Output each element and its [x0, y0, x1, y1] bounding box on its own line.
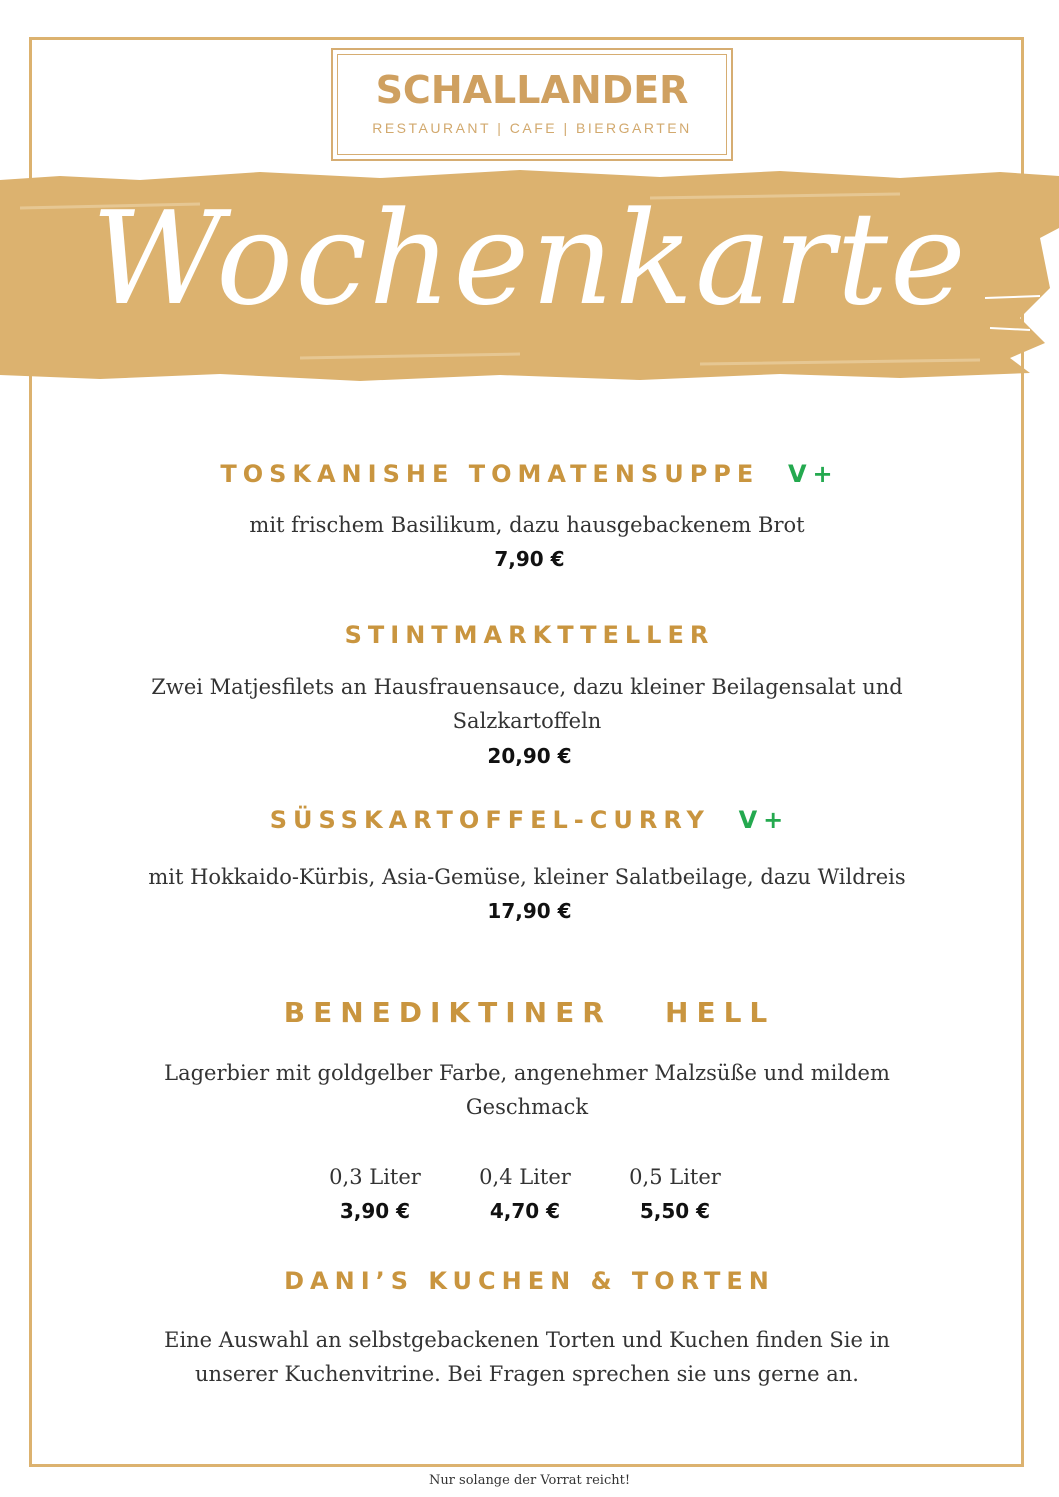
dish-description: mit frischem Basilikum, dazu hausgebackenem Brot [249, 513, 805, 537]
dish-price: 20,90 € [487, 744, 572, 768]
beer-size-04 [450, 1160, 600, 1228]
beer-size-05 [600, 1160, 750, 1228]
description-line: Eine Auswahl an selbstgebackenen Torten und Kuchen finden Sie in [164, 1328, 890, 1352]
size-label: 0,5 Liter [629, 1165, 721, 1189]
dish-name: STINTMARKTTELLER [344, 621, 715, 649]
footer-note: Nur solange der Vorrat reicht! [428, 1473, 631, 1488]
dish-heading-stintmarkt [0, 621, 1059, 649]
description-line: Salzkartoffeln [452, 709, 602, 733]
dish-heading-curry [0, 806, 1059, 834]
dish-name: SÜSSKARTOFFEL-CURRY [269, 806, 710, 834]
beer-description [140, 1056, 914, 1124]
beer-sizes [300, 1160, 760, 1230]
size-price: 3,90 € [339, 1199, 411, 1223]
size-price: 5,50 € [639, 1199, 711, 1223]
dish-heading-tomato-soup [0, 460, 1059, 488]
description-line: Geschmack [465, 1095, 589, 1119]
description-line: Lagerbier mit goldgelber Farbe, angenehmer Malzsüße und mildem [164, 1061, 890, 1085]
size-label: 0,4 Liter [479, 1165, 571, 1189]
restaurant-logo [331, 48, 733, 161]
vegan-badge: V+ [787, 460, 839, 488]
dish-price: 17,90 € [487, 899, 572, 923]
logo-subtitle: RESTAURANT | CAFE | BIERGARTEN [372, 120, 692, 136]
size-label: 0,3 Liter [329, 1165, 421, 1189]
dish-price: 7,90 € [494, 547, 565, 571]
dish-description: mit Hokkaido-Kürbis, Asia-Gemüse, kleiner Salatbeilage, dazu Wildreis [148, 865, 906, 889]
cakes-description [140, 1323, 914, 1391]
menu-title: Wochenkarte [91, 185, 968, 334]
description-line: unserer Kuchenvitrine. Bei Fragen sprechen sie uns gerne an. [195, 1362, 859, 1386]
cakes-heading: DANI’S KUCHEN & TORTEN [284, 1267, 775, 1295]
vegan-badge: V+ [738, 806, 790, 834]
size-price: 4,70 € [489, 1199, 561, 1223]
description-line: Zwei Matjesfilets an Hausfrauensauce, dazu kleiner Beilagensalat und [151, 675, 903, 699]
dish-name: TOSKANISHE TOMATENSUPPE [220, 460, 760, 488]
logo-name: SCHALLANDER [375, 68, 689, 112]
beer-size-03 [300, 1160, 450, 1228]
dish-description [140, 670, 914, 738]
beer-heading: BENEDIKTINER HELL [283, 996, 776, 1029]
